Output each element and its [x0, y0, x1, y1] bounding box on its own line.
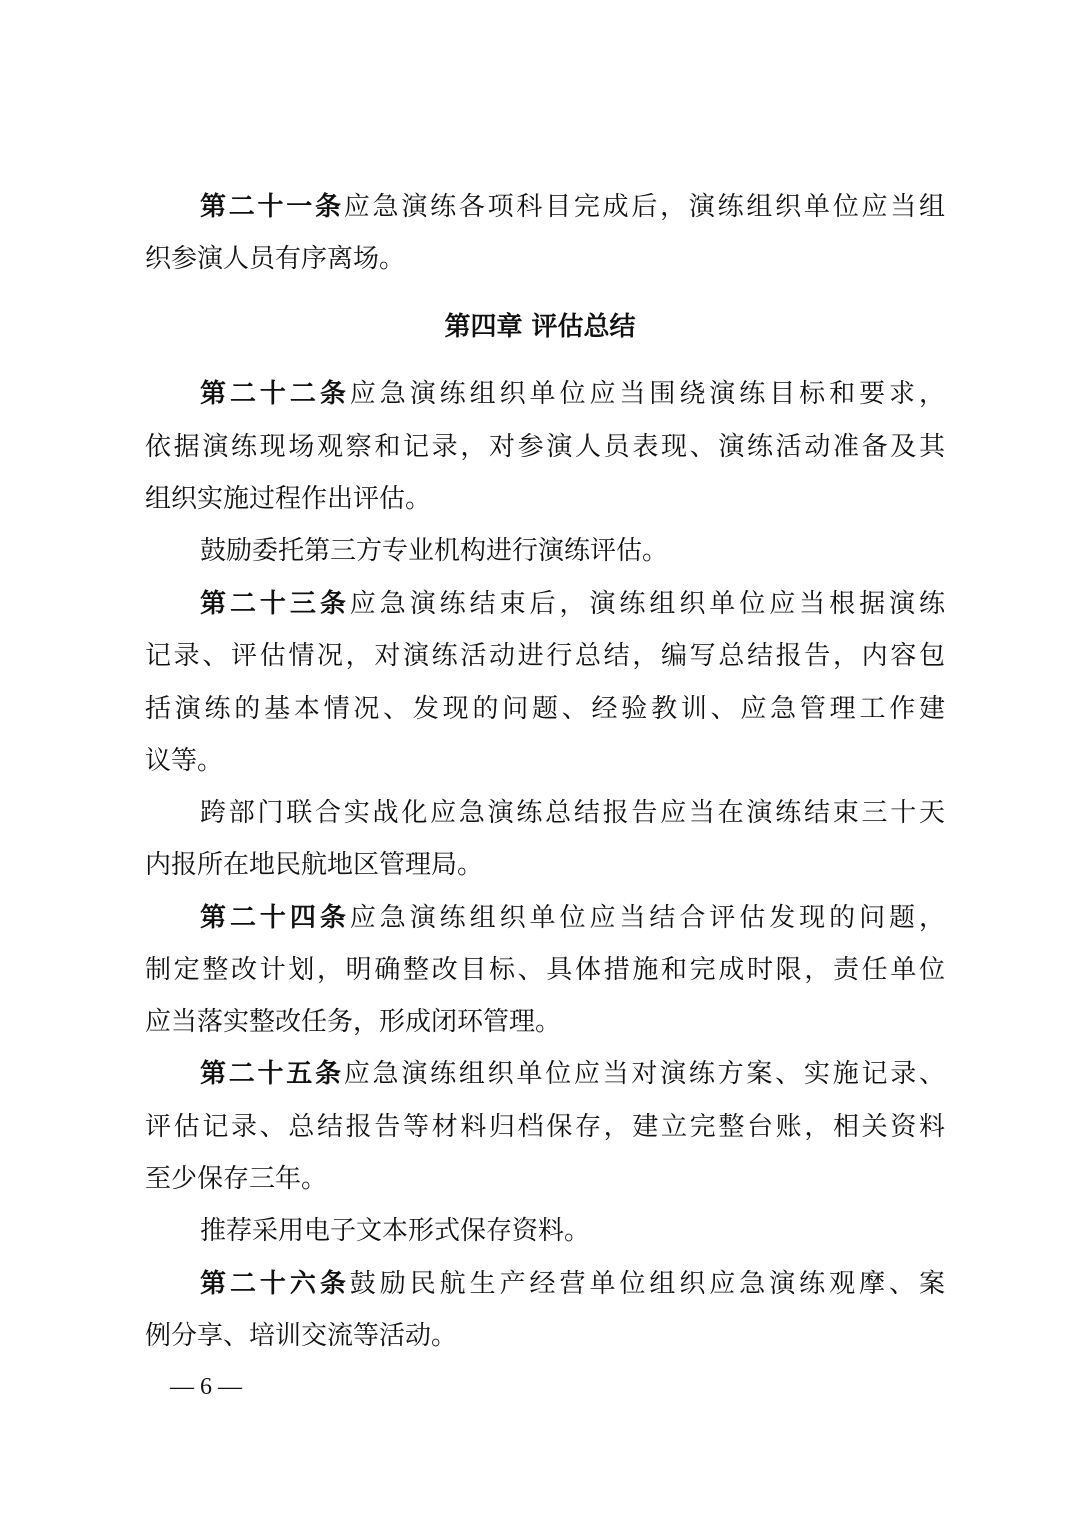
article-23-label: 第二十三条 [200, 589, 350, 619]
article-21-line-2: 织参演人员有序离场。 [145, 244, 406, 274]
article-24-text-1: 应急演练组织单位应当结合评估发现的问题， [349, 903, 945, 933]
article-25-label: 第二十五条 [200, 1059, 344, 1089]
article-24-line-1 [200, 901, 945, 935]
article-23-text-1: 应急演练结束后，演练组织单位应当根据演练 [349, 589, 945, 619]
article-25-paragraph-2: 推荐采用电子文本形式保存资料。 [200, 1216, 591, 1246]
article-21-label: 第二十一条 [200, 192, 344, 222]
article-22-label: 第二十二条 [200, 379, 350, 409]
article-22-paragraph-2: 鼓励委托第三方专业机构进行演练评估。 [200, 536, 669, 566]
chapter-heading: 第四章 评估总结 [444, 312, 636, 342]
article-21-text-1: 应急演练各项科目完成后，演练组织单位应当组 [343, 192, 945, 222]
article-23-line-4: 议等。 [145, 746, 224, 776]
article-22-line-1 [200, 377, 945, 411]
article-24-line-3: 应当落实整改任务，形成闭环管理。 [145, 1007, 562, 1037]
article-25-line-1 [200, 1057, 945, 1091]
article-23-line-3: 括演练的基本情况、发现的问题、经验教训、应急管理工作建 [145, 694, 945, 724]
article-25-text-1: 应急演练组织单位应当对演练方案、实施记录、 [343, 1059, 945, 1089]
article-22-text-1: 应急演练组织单位应当围绕演练目标和要求， [349, 379, 945, 409]
page-number: — 6 — [170, 1374, 242, 1400]
article-24-line-2: 制定整改计划，明确整改目标、具体措施和完成时限，责任单位 [145, 955, 945, 985]
article-25-line-3: 至少保存三年。 [145, 1164, 328, 1194]
article-23-paragraph-2-line-1: 跨部门联合实战化应急演练总结报告应当在演练结束三十天 [200, 798, 945, 828]
article-23-paragraph-2-line-2: 内报所在地民航地区管理局。 [145, 850, 484, 880]
article-23-line-1 [200, 587, 945, 621]
article-26-text-1: 鼓励民航生产经营单位组织应急演练观摩、案 [349, 1269, 945, 1299]
article-25-line-2: 评估记录、总结报告等材料归档保存，建立完整台账，相关资料 [145, 1112, 945, 1142]
article-21-line-1 [200, 190, 945, 224]
article-22-line-3: 组织实施过程作出评估。 [145, 484, 432, 514]
article-24-label: 第二十四条 [200, 903, 350, 933]
article-22-line-2: 依据演练现场观察和记录，对参演人员表现、演练活动准备及其 [145, 432, 945, 462]
article-23-line-2: 记录、评估情况，对演练活动进行总结，编写总结报告，内容包 [145, 641, 945, 671]
article-26-line-1 [200, 1267, 945, 1301]
article-26-label: 第二十六条 [200, 1269, 350, 1299]
article-26-line-2: 例分享、培训交流等活动。 [145, 1321, 458, 1351]
